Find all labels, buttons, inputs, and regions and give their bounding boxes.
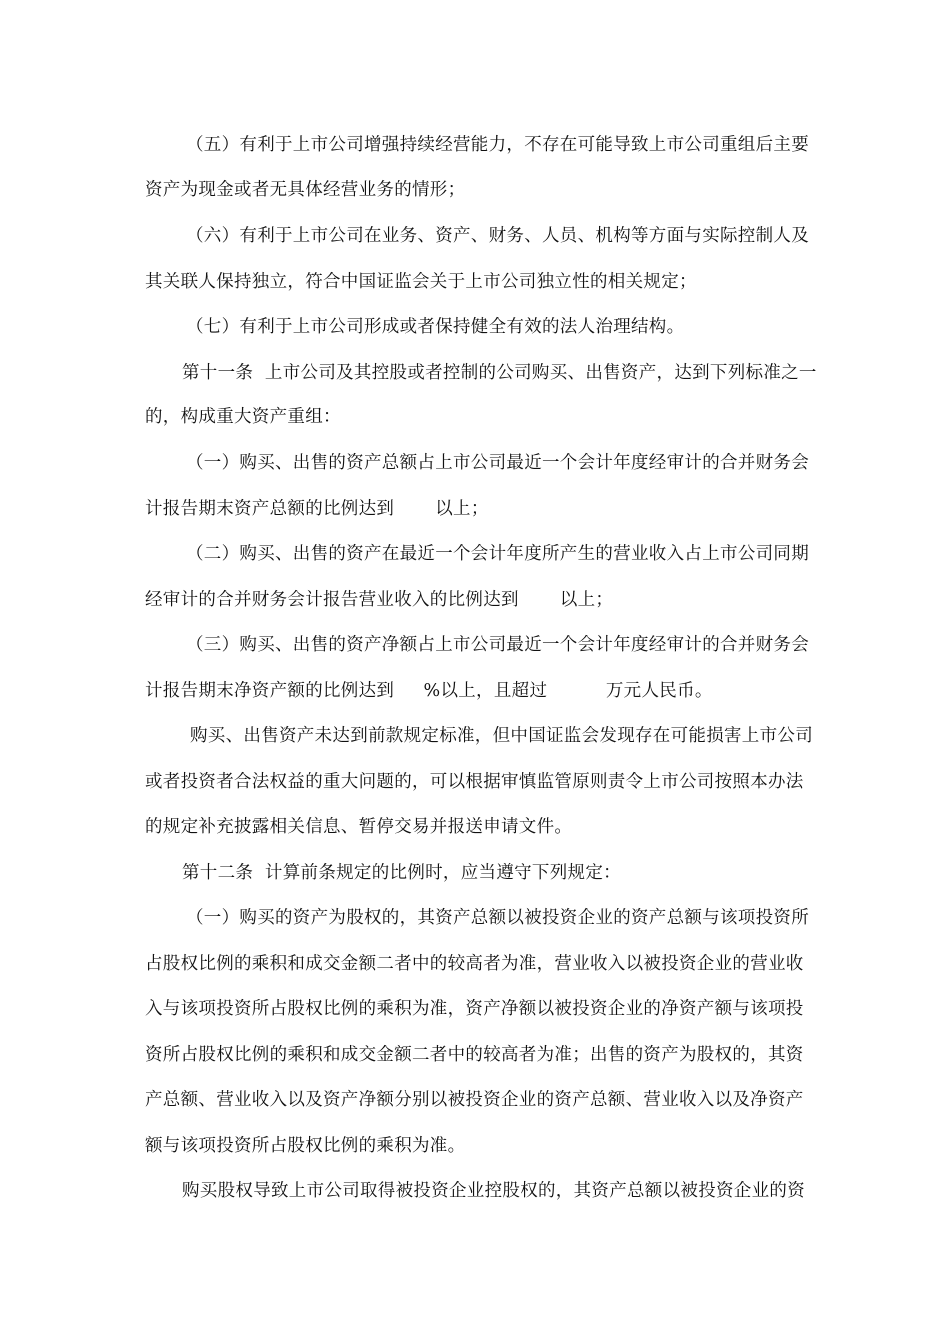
paragraph-line: 产总额、营业收入以及资产净额分别以被投资企业的资产总额、营业收入以及净资产 (145, 1090, 804, 1110)
paragraph-line: （七）有利于上市公司形成或者保持健全有效的法人治理结构。 (186, 317, 685, 337)
paragraph-line: 其关联人保持独立，符合中国证监会关于上市公司独立性的相关规定； (145, 272, 697, 292)
paragraph-line: 经审计的合并财务会计报告营业收入的比例达到 以上； (145, 590, 614, 610)
paragraph-line: （一）购买、出售的资产总额占上市公司最近一个会计年度经审计的合并财务会 (186, 453, 809, 473)
paragraph-line: 额与该项投资所占股权比例的乘积为准。 (145, 1136, 466, 1156)
paragraph-line: （三）购买、出售的资产净额占上市公司最近一个会计年度经审计的合并财务会 (186, 635, 809, 655)
paragraph-line: （五）有利于上市公司增强持续经营能力，不存在可能导致上市公司重组后主要 (186, 135, 809, 155)
paragraph-line: 计报告期末资产总额的比例达到 以上； (145, 499, 489, 519)
paragraph-line: （六）有利于上市公司在业务、资产、财务、人员、机构等方面与实际控制人及 (186, 226, 809, 246)
paragraph-line: 或者投资者合法权益的重大问题的，可以根据审慎监管原则责令上市公司按照本办法 (145, 772, 804, 792)
paragraph-line: 资产为现金或者无具体经营业务的情形； (145, 180, 466, 200)
paragraph-line: 入与该项投资所占股权比例的乘积为准，资产净额以被投资企业的净资产额与该项投 (145, 999, 804, 1019)
paragraph-line: 购买股权导致上市公司取得被投资企业控股权的，其资产总额以被投资企业的资 (182, 1181, 805, 1201)
paragraph-line: 计报告期末净资产额的比例达到 %以上，且超过 万元人民币。 (145, 681, 713, 701)
paragraph-line: （二）购买、出售的资产在最近一个会计年度所产生的营业收入占上市公司同期 (186, 544, 809, 564)
paragraph-line: 的规定补充披露相关信息、暂停交易并报送申请文件。 (145, 817, 573, 837)
paragraph-line: 占股权比例的乘积和成交金额二者中的较高者为准，营业收入以被投资企业的营业收 (145, 954, 804, 974)
paragraph-line: 的，构成重大资产重组： (145, 407, 341, 427)
paragraph-line: 购买、出售资产未达到前款规定标准，但中国证监会发现存在可能损害上市公司 (190, 726, 813, 746)
paragraph-line: 资所占股权比例的乘积和成交金额二者中的较高者为准；出售的资产为股权的，其资 (145, 1045, 804, 1065)
article-heading-line: 第十一条 上市公司及其控股或者控制的公司购买、出售资产，达到下列标准之一 (182, 363, 817, 383)
article-heading-line: 第十二条 计算前条规定的比例时，应当遵守下列规定： (182, 863, 621, 883)
paragraph-line: （一）购买的资产为股权的，其资产总额以被投资企业的资产总额与该项投资所 (186, 908, 809, 928)
